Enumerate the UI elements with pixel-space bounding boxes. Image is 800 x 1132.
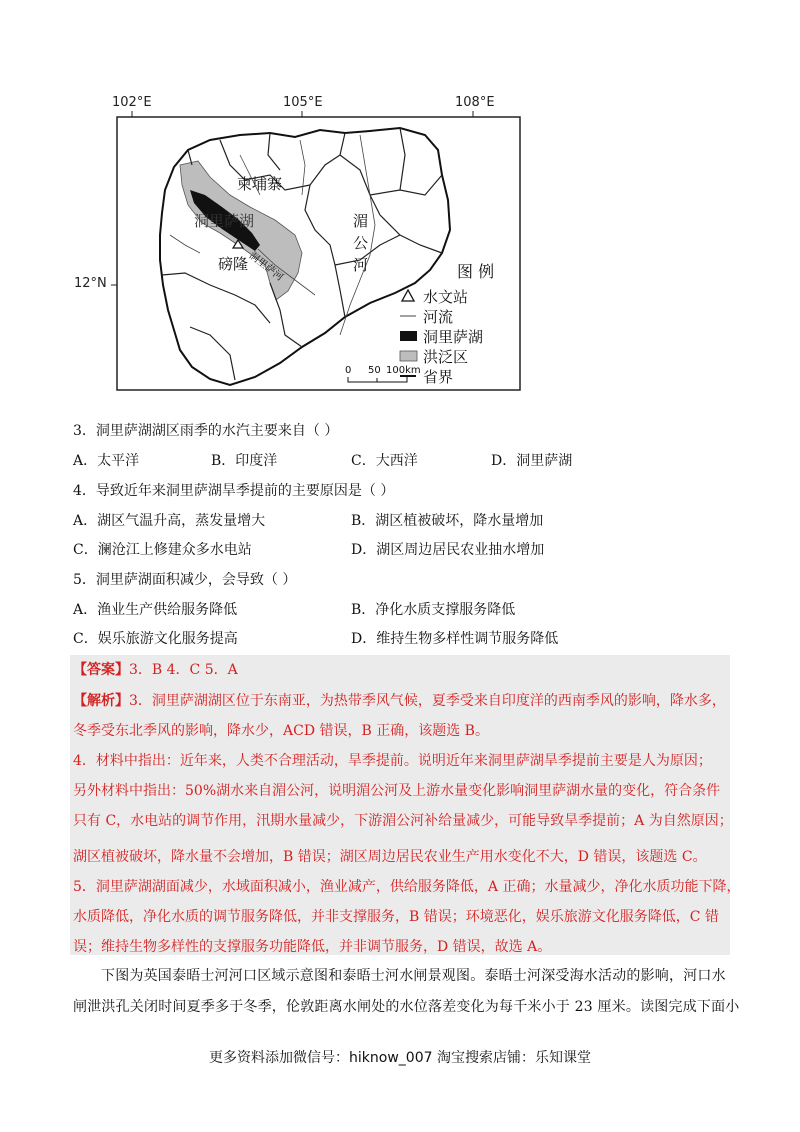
legend-title: 图 例 <box>457 262 495 281</box>
cambodia-map <box>70 95 540 395</box>
analysis-line-1 <box>73 690 726 710</box>
lat-label-12n: 12°N <box>74 276 107 291</box>
place-river: 洞里萨河 <box>246 250 286 284</box>
place-mekong-3: 河 <box>353 256 369 274</box>
lon-label-102: 102°E <box>112 95 152 110</box>
scale-end: 100km <box>386 365 421 376</box>
analysis-line-9: 误；维持生物多样性的支撑服务功能降低，并非调节服务，D 错误，故选 A。 <box>73 939 552 955</box>
question-4-option-b: B．湖区植被破坏，降水量增加 <box>351 513 544 529</box>
place-lake: 洞里萨湖 <box>194 212 255 230</box>
lon-label-108: 108°E <box>455 95 495 110</box>
question-4-option-a: A．湖区气温升高，蒸发量增大 <box>73 513 266 529</box>
scale-mid: 50 <box>368 365 381 376</box>
analysis-line-2: 冬季受东北季风的影响，降水少，ACD 错误，B 正确，该题选 B。 <box>73 723 489 739</box>
answer-text: 3．B 4．C 5．A <box>129 662 238 678</box>
analysis-line-7: 5．洞里萨湖湖面减少，水域面积减小，渔业减产，供给服务降低，A 正确；水量减少，净化水质功能下降， <box>73 879 741 895</box>
legend-lake: 洞里萨湖 <box>423 328 484 346</box>
map-graphic <box>70 95 540 395</box>
analysis-line-6: 湖区植被破坏，降水量不会增加，B 错误；湖区周边居民农业生产用水变化不大，D 错误，该题选 C。 <box>73 849 707 865</box>
analysis-line-3: 4．材料中指出：近年来，人类不合理活动，旱季提前。说明近年来洞里萨湖旱季提前主要是人为原因； <box>73 753 712 769</box>
question-3-option-a: A．太平洋 <box>73 453 140 469</box>
question-4-stem: 4．导致近年来洞里萨湖旱季提前的主要原因是（ ） <box>73 483 395 499</box>
page-footer: 更多资料添加微信号：hiknow_007 淘宝搜索店铺：乐知课堂 <box>209 1050 591 1066</box>
question-3-stem: 3．洞里萨湖湖区雨季的水汽主要来自（ ） <box>73 423 339 439</box>
place-cambodia: 柬埔寨 <box>237 175 283 193</box>
analysis-line-8: 水质降低，净化水质的调节服务降低，并非支撑服务，B 错误；环境恶化，娱乐旅游文化服务降低，C 错 <box>73 909 719 925</box>
legend-station: 水文站 <box>423 288 469 306</box>
place-mekong-1: 湄 <box>353 212 369 230</box>
place-station: 磅隆 <box>218 255 249 273</box>
question-5-stem: 5．洞里萨湖面积减少，会导致（ ） <box>73 572 297 588</box>
question-5-option-b: B．净化水质支撑服务降低 <box>351 602 516 618</box>
legend-river: 河流 <box>423 308 454 326</box>
intro-paragraph-line-1: 下图为英国泰晤士河河口区域示意图和泰晤士河水闸景观图。泰晤士河深受海水活动的影响，河口水 <box>101 968 726 984</box>
analysis-label: 【解析】 <box>73 693 129 709</box>
place-mekong-2: 公 <box>353 234 369 252</box>
question-5-option-c: C．娱乐旅游文化服务提高 <box>73 631 238 647</box>
analysis-text-1: 3．洞里萨湖湖区位于东南亚，为热带季风气候，夏季受来自印度洋的西南季风的影响，降水多， <box>129 693 726 709</box>
intro-paragraph-line-2: 闸泄洪孔关闭时间夏季多于冬季，伦敦距离水闸处的水位落差变化为每千米小于 23 厘米。读图完成下面小 <box>73 999 740 1015</box>
analysis-line-4: 另外材料中指出：50%湖水来自湄公河，说明湄公河及上游水量变化影响洞里萨湖水量的变化，符合条件 <box>73 783 721 799</box>
answer-line <box>73 659 238 679</box>
question-3-option-c: C．大西洋 <box>351 453 418 469</box>
question-3-option-b: B．印度洋 <box>211 453 278 469</box>
legend-province: 省界 <box>423 368 454 386</box>
question-3-option-d: D．洞里萨湖 <box>491 453 573 469</box>
analysis-line-5: 只有 C，水电站的调节作用，汛期水量减少，下游湄公河补给量减少，可能导致旱季提前；A 为自然原因； <box>73 813 733 829</box>
lon-label-105: 105°E <box>283 95 323 110</box>
answer-label: 【答案】 <box>73 662 129 678</box>
scale-zero: 0 <box>345 365 352 376</box>
question-4-option-c: C．澜沧江上修建众多水电站 <box>73 542 252 558</box>
question-5-option-d: D．维持生物多样性调节服务降低 <box>351 631 559 647</box>
question-4-option-d: D．湖区周边居民农业抽水增加 <box>351 542 545 558</box>
question-5-option-a: A．渔业生产供给服务降低 <box>73 602 238 618</box>
legend-flood: 洪泛区 <box>423 348 469 366</box>
